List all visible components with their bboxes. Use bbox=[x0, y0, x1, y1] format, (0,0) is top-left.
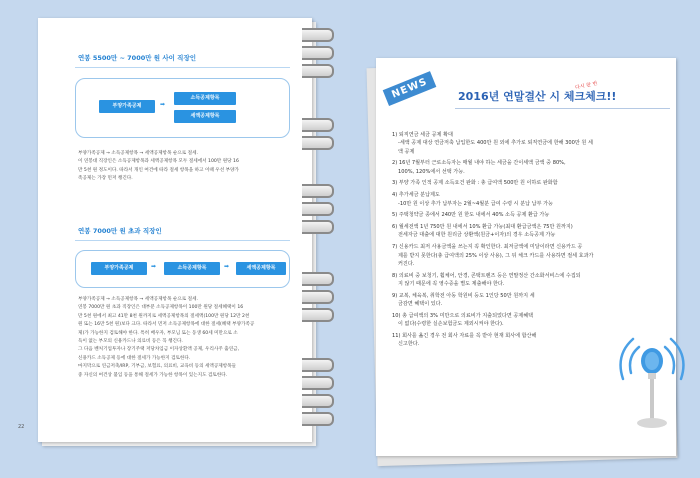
spiral-binding-ring-icon bbox=[302, 308, 334, 322]
section2-line: 연봉 7000만 원 초과 직장인은 대부분 소득공제항목이 100만 원당 절세혜택이 16 bbox=[78, 305, 244, 311]
section2-line: 마지막으로 연금저축/IRP, 기부금, 보험료, 의료비, 교육비 등의 세액공제항목들 bbox=[78, 364, 237, 370]
arrow-right-icon: ➡ bbox=[224, 263, 230, 270]
list-item-line: -10만 원 이상 추가 납부자는 2월~4월분 급여 수령 시 분납 납부 가능 bbox=[398, 200, 553, 207]
list-item-line: 제를 받지 못한다(총 급여액의 25% 이상 사용), 그 뒤 체크 카드를 사용하면 절세 효과가 bbox=[398, 252, 594, 259]
section2-box-tax-credit: 세액공제항목 bbox=[236, 262, 286, 275]
section1-title: 연봉 5500만 ~ 7000만 원 사이 직장인 bbox=[78, 54, 196, 62]
section1-box-dependents: 부양가족공제 bbox=[99, 100, 155, 113]
section2-title: 연봉 7000만 원 초과 직장인 bbox=[78, 227, 162, 235]
page-number: 22 bbox=[18, 424, 25, 430]
list-item-line: 전세자금 대출에 대한 원리금 상환액(원금+이자)의 경우 소득공제 가능 bbox=[398, 232, 556, 239]
page-subtitle: 다시 한 번 bbox=[574, 80, 598, 92]
news-badge-icon: NEWS bbox=[383, 71, 437, 106]
list-item-line: 3) 부양 가족 인적 공제 소득요건 완화 : 총 급여액 500만 원 이하로 완화함 bbox=[392, 180, 558, 187]
list-item-line: 7) 신용카드 최저 사용금액을 쓰는지 꼭 확인한다. 최저금액에 미달이라면 신용카드 공 bbox=[392, 244, 583, 251]
spiral-binding-ring-icon bbox=[302, 394, 334, 408]
list-item-line: 5) 주택청약금 종에서 240만 원 한도 내에서 40% 소득 공제 환급 가능 bbox=[392, 212, 550, 219]
list-item bbox=[392, 292, 662, 309]
title-underline bbox=[455, 108, 670, 109]
section2-line: 득이 없는 부모의 신용카드나 의료비 등은 꼭 챙긴다. bbox=[78, 339, 183, 345]
spiral-binding-ring-icon bbox=[302, 412, 334, 426]
arrow-right-icon: ➡ bbox=[160, 101, 166, 108]
microphone-icon bbox=[617, 325, 687, 435]
list-item bbox=[392, 191, 662, 208]
spiral-binding-ring-icon bbox=[302, 118, 334, 132]
spiral-binding-ring-icon bbox=[302, 184, 334, 198]
spiral-binding-ring-icon bbox=[302, 28, 334, 42]
list-item-line: 금감면 혜택이 있다. bbox=[398, 301, 443, 308]
list-item bbox=[392, 272, 662, 289]
list-item bbox=[392, 243, 662, 268]
section1-box-tax-credit: 세액공제항목 bbox=[174, 110, 236, 123]
section1-body bbox=[78, 150, 239, 184]
list-item-line: 2) 16년 7월부터 근로소득자는 매월 내야 하는 세금을 간이세액 금액 중 80%, bbox=[392, 160, 566, 167]
section1-box-income-deduction: 소득공제항목 bbox=[174, 92, 236, 105]
spiral-binding-ring-icon bbox=[302, 64, 334, 78]
section2-line: 원 또는 16만 5천 원)보다 크다. 따라서 먼저 소득공제항목에 대한 절세(혜택 부양가족공 bbox=[78, 322, 255, 328]
list-item-line: 10) 총 급여액의 3% 미만으로 의료비가 지출되었다면 공제혜택 bbox=[392, 312, 534, 319]
spiral-binding-ring-icon bbox=[302, 272, 334, 286]
list-item-line: 8) 의료비 중 보청기, 휠체어, 안경, 콘택트렌즈 등은 연말정산 간소화서비스에 수집되 bbox=[392, 272, 581, 279]
checklist bbox=[392, 131, 662, 352]
spiral-binding-ring-icon bbox=[302, 46, 334, 60]
arrow-right-icon: ➡ bbox=[151, 263, 157, 270]
section1-line: 족공제는 가장 먼저 챙긴다. bbox=[78, 176, 133, 182]
spiral-binding-ring-icon bbox=[302, 376, 334, 390]
section2-body bbox=[78, 296, 254, 380]
spiral-binding-ring-icon bbox=[302, 136, 334, 150]
section1-line: 만 5천 원 정도이다. 따라서 개인 여건에 따라 절세 항목을 하고 이때 우선 부양가 bbox=[78, 167, 239, 173]
spiral-binding-ring-icon bbox=[302, 220, 334, 234]
list-item-line: 액 공제 bbox=[398, 148, 415, 155]
list-item-line: -세액 공제 대상 연금저축 납입한도 400만 원 외에 추가로 퇴직연금에 한해 300만 원 세 bbox=[398, 140, 593, 147]
list-item bbox=[392, 179, 662, 187]
list-item-line: 커진다. bbox=[398, 260, 415, 267]
list-item-line: 9) 교복, 체육복, 취학전 아동 학원비 등도 1인당 50만 원까지 세 bbox=[392, 292, 535, 299]
spiral-binding-ring-icon bbox=[302, 290, 334, 304]
list-item-line: 지 않기 때문에 꼭 영수증을 별도 제출해야 한다. bbox=[398, 280, 505, 287]
list-item bbox=[392, 159, 662, 176]
section1-line: 이 연봉대 직장인은 소득공제항목과 세액공제항목 모두 절세에서 100만 원당 16 bbox=[78, 159, 239, 165]
list-item-line: 신고한다. bbox=[398, 341, 420, 348]
spiral-binding bbox=[302, 22, 338, 442]
page-title: 2016년 연말결산 시 체크체크!! bbox=[458, 90, 617, 103]
section1-line: 부양가족공제 → 소득공제항목 → 세액공제항목 순으로 절세. bbox=[78, 151, 198, 156]
list-item-line: 이 없다(수령한 실손보험금도 제외시켜야 한다). bbox=[398, 321, 504, 328]
section2-box-dependents: 부양가족공제 bbox=[91, 262, 147, 275]
spiral-binding-ring-icon bbox=[302, 358, 334, 372]
section2-line: 중 자신의 여건상 불입 등을 통해 절세가 가능한 항목이 있는지도 검토한다. bbox=[78, 372, 228, 378]
list-item-line: 100%, 120%에서 선택 가능. bbox=[398, 168, 465, 175]
section2-line: 만 5천 원에서 최고 41만 8천 원까지로 세액공제항목의 절세액(100만 원당 12만 2천 bbox=[78, 313, 250, 319]
section2-box-income-deduction: 소득공제항목 bbox=[164, 262, 220, 275]
list-item-line: 11) 회사를 옮긴 경우 전 회사 자료를 꼭 받아 현재 회사에 합산해 bbox=[392, 332, 537, 339]
list-item bbox=[392, 131, 662, 156]
list-item bbox=[392, 211, 662, 219]
section2-line: 신용카드 소득공제 등에 대한 절세가 가능한지 검토한다. bbox=[78, 355, 191, 361]
section2-line: 그 다음 벤처기업투자나 장기주택 저당차입금 이자상환액 공제, 우리사주 출연금, bbox=[78, 347, 240, 353]
spiral-binding-ring-icon bbox=[302, 202, 334, 216]
section2-line: 부양가족공제 → 소득공제항목 → 세액공제항목 순으로 절세. bbox=[78, 297, 198, 302]
list-item-line: 6) 월세전액 1년 750만 원 내에서 10% 환급 가능(최대 환급금액은 75만 원까지) bbox=[392, 224, 573, 231]
list-item-line: 1) 퇴직연금 세금 공제 확대 bbox=[392, 132, 453, 138]
section2-line: 제)가 가능한지 검토해야 한다. 특히 배우자, 부모님 또는 동생 60세 미만으로 소 bbox=[78, 330, 238, 336]
list-item-line: 4) 추가세금 분납제도 bbox=[392, 192, 440, 199]
section2-divider bbox=[75, 240, 290, 241]
list-item bbox=[392, 223, 662, 240]
section1-divider bbox=[75, 67, 290, 68]
